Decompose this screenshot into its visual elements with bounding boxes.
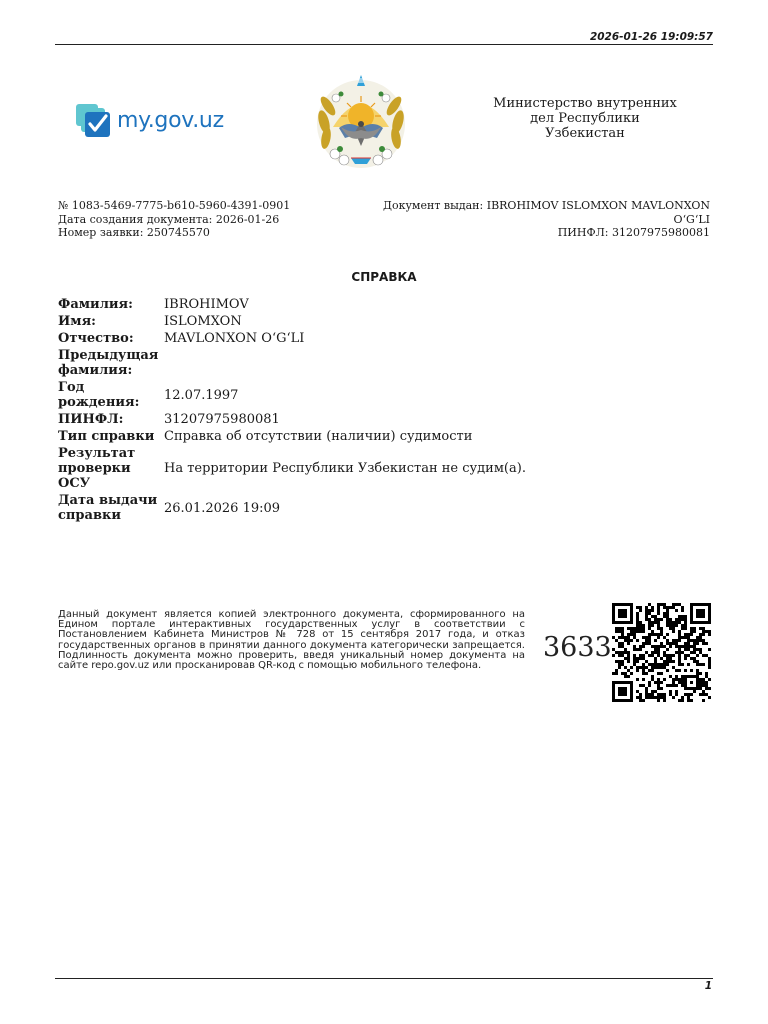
field-value: MAVLONXON O‘G‘LI	[164, 331, 305, 346]
mygov-checkmark-icon	[75, 101, 113, 139]
field-row-issue-date	[58, 492, 538, 524]
request-number: Номер заявки: 250745570	[58, 226, 210, 239]
document-timestamp: 2026-01-26 19:09:57	[589, 31, 713, 43]
field-value: Справка об отсутствии (наличии) судимости	[164, 429, 473, 444]
page-number: 1	[704, 980, 712, 992]
mygov-logo	[75, 100, 224, 140]
field-label: Результат проверки ОСУ	[58, 446, 136, 491]
issuing-ministry	[470, 96, 700, 141]
field-row-name	[58, 313, 538, 330]
uzbekistan-state-emblem-icon	[311, 72, 411, 172]
field-label: Отчество:	[58, 331, 134, 346]
field-label: Предыдущая фамилия:	[58, 348, 159, 378]
field-row-patronymic	[58, 330, 538, 347]
top-divider	[55, 44, 713, 45]
certificate-fields	[58, 296, 538, 524]
issued-to-name: Документ выдан: IBROHIMOV ISLOMXON MAVLONXON	[383, 199, 710, 212]
document-title: СПРАВКА	[351, 270, 417, 284]
issued-to-pinfl: ПИНФЛ: 31207975980081	[557, 226, 710, 239]
field-row-certificate-type	[58, 428, 538, 445]
ministry-line-2: дел Республики	[530, 111, 640, 126]
field-label: Дата выдачи справки	[58, 493, 158, 523]
field-value: На территории Республики Узбекистан не судим(а).	[164, 461, 526, 476]
field-label: Имя:	[58, 314, 96, 329]
creation-date: Дата создания документа: 2026-01-26	[58, 212, 280, 226]
legal-disclaimer: Данный документ является копией электронного документа, сформированного на Едином портале интерактивных государственных услуг в соответствии с Постановлением Кабинета Министров № 728 от 15 сентября 2017 года, и отказ государственных органов в принятии данного документа категорически запрещается. Подлинность документа можно проверить, введя уникальный номер документа на сайте repo.gov.uz или просканировав QR-код с помощью мобильного телефона.	[58, 609, 525, 672]
field-row-previous-surname	[58, 347, 538, 379]
field-value	[163, 347, 538, 379]
qr-code-icon[interactable]	[612, 603, 711, 702]
field-value: 12.07.1997	[164, 387, 239, 403]
field-label: Год рождения:	[58, 380, 140, 410]
field-label: Тип справки	[58, 429, 155, 444]
issued-to	[370, 199, 710, 240]
field-label: ПИНФЛ:	[58, 412, 124, 427]
field-value: 26.01.2026 19:09	[164, 500, 281, 516]
issued-to-name-cont: O‘G‘LI	[673, 212, 710, 226]
logo-text: my.gov.uz	[117, 107, 224, 133]
field-value: ISLOMXON	[164, 314, 242, 329]
field-value: IBROHIMOV	[164, 297, 249, 312]
document-number: № 1083-5469-7775-b610-5960-4391-0901	[58, 199, 291, 212]
field-value: 31207975980081	[164, 412, 280, 427]
document-meta	[58, 199, 290, 240]
bottom-divider	[55, 978, 713, 979]
ministry-line-1: Министерство внутренних	[493, 96, 677, 111]
field-row-surname	[58, 296, 538, 313]
field-row-check-result	[58, 445, 538, 492]
verification-code: 3633	[543, 632, 612, 663]
field-row-birth-date	[58, 379, 538, 411]
field-label: Фамилия:	[58, 297, 133, 312]
ministry-line-3: Узбекистан	[545, 126, 625, 141]
field-row-pinfl	[58, 411, 538, 428]
